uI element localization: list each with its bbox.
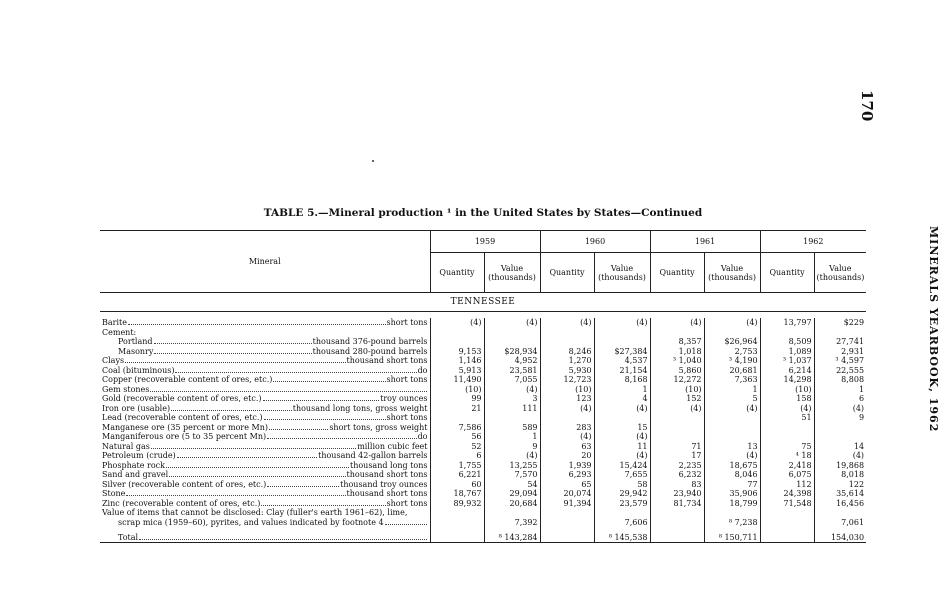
value-cell xyxy=(484,328,540,338)
quantity-cell: (4) xyxy=(650,404,704,414)
total-cell xyxy=(760,527,814,543)
unit-label: thousand short tons xyxy=(346,470,428,480)
value-cell: 1 xyxy=(594,385,650,395)
quantity-cell: (10) xyxy=(540,385,594,395)
quantity-cell xyxy=(540,328,594,338)
quantity-cell: 1,270 xyxy=(540,356,594,366)
quantity-cell: 12,272 xyxy=(650,375,704,385)
value-cell xyxy=(594,413,650,423)
value-cell: 7,606 xyxy=(594,518,650,528)
quantity-cell: (10) xyxy=(650,385,704,395)
mineral-name: Portland thousand 376-pound barrels xyxy=(118,337,428,347)
value-cell: 35,906 xyxy=(704,489,760,499)
quantity-cell: 51 xyxy=(760,413,814,423)
quantity-cell: 1,939 xyxy=(540,461,594,471)
value-header: Value (thousands) xyxy=(704,253,760,293)
quantity-cell: (4) xyxy=(650,318,704,328)
mineral-name: Stone thousand short tons xyxy=(102,489,428,499)
unit-label: thousand long tons, gross weight xyxy=(292,403,428,413)
quantity-cell: 81,734 xyxy=(650,499,704,509)
value-cell: 22,555 xyxy=(814,366,866,376)
value-cell: 54 xyxy=(484,480,540,490)
value-cell: 4 xyxy=(594,394,650,404)
quantity-cell xyxy=(760,432,814,442)
quantity-cell: 21 xyxy=(430,404,484,414)
quantity-cell xyxy=(430,508,484,518)
quantity-header: Quantity xyxy=(650,253,704,293)
table-row xyxy=(100,489,866,499)
table-row xyxy=(100,404,866,414)
mineral-name: Zinc (recoverable content of ores, etc.) short tons xyxy=(102,498,428,508)
unit-label: thousand short tons xyxy=(346,356,428,366)
value-cell: 111 xyxy=(484,404,540,414)
value-cell: 8,168 xyxy=(594,375,650,385)
value-cell: 7,655 xyxy=(594,470,650,480)
quantity-cell: 71 xyxy=(650,442,704,452)
total-cell xyxy=(650,527,704,543)
mineral-name: Copper (recoverable content of ores, etc.) short tons xyxy=(102,375,428,385)
quantity-cell: 9,153 xyxy=(430,347,484,357)
table-row xyxy=(100,318,866,328)
quantity-cell xyxy=(540,518,594,528)
quantity-cell: 99 xyxy=(430,394,484,404)
table-row xyxy=(100,451,866,461)
quantity-cell: 1,018 xyxy=(650,347,704,357)
table-row xyxy=(100,385,866,395)
value-cell: 7,392 xyxy=(484,518,540,528)
value-cell xyxy=(594,337,650,347)
value-cell: 2,931 xyxy=(814,347,866,357)
value-cell: (4) xyxy=(594,451,650,461)
mineral-name: Petroleum (crude) thousand 42-gallon barrels xyxy=(102,451,428,461)
quantity-cell: 112 xyxy=(760,480,814,490)
quantity-cell: 283 xyxy=(540,423,594,433)
value-cell: 1 xyxy=(814,385,866,395)
mineral-name: Masonry thousand 280-pound barrels xyxy=(118,346,428,356)
mineral-name: Gold (recoverable content of ores, etc.) troy ounces xyxy=(102,394,428,404)
mineral-name: Iron ore (usable) thousand long tons, gross weight xyxy=(102,403,428,413)
value-cell: 589 xyxy=(484,423,540,433)
mineral-name: Sand and gravel thousand short tons xyxy=(102,470,428,480)
quantity-cell: (10) xyxy=(430,385,484,395)
quantity-cell: (4) xyxy=(540,432,594,442)
quantity-cell xyxy=(650,508,704,518)
value-cell: (4) xyxy=(814,404,866,414)
value-cell: 7,061 xyxy=(814,518,866,528)
unit-label: short tons xyxy=(386,498,428,508)
quantity-cell: 91,394 xyxy=(540,499,594,509)
quantity-cell: 6 xyxy=(430,451,484,461)
value-cell: ³ 4,190 xyxy=(704,356,760,366)
quantity-cell: 5,930 xyxy=(540,366,594,376)
table-row xyxy=(100,337,866,347)
total-label: Total xyxy=(100,527,430,543)
quantity-header: Quantity xyxy=(760,253,814,293)
value-cell: (4) xyxy=(484,451,540,461)
total-cell: ⁸ 143,284 xyxy=(484,527,540,543)
value-cell: 4,537 xyxy=(594,356,650,366)
value-cell: $229 xyxy=(814,318,866,328)
value-cell: 9 xyxy=(814,413,866,423)
quantity-cell: 1,089 xyxy=(760,347,814,357)
unit-label: thousand long tons xyxy=(349,460,428,470)
quantity-cell: 6,232 xyxy=(650,470,704,480)
quantity-cell xyxy=(430,413,484,423)
value-cell xyxy=(484,508,540,518)
value-cell: 7,363 xyxy=(704,375,760,385)
quantity-cell: 56 xyxy=(430,432,484,442)
unit-label: thousand 280-pound barrels xyxy=(312,346,428,356)
quantity-cell: 18,767 xyxy=(430,489,484,499)
quantity-cell: 23,940 xyxy=(650,489,704,499)
quantity-cell: 13,797 xyxy=(760,318,814,328)
quantity-cell: 8,246 xyxy=(540,347,594,357)
value-cell xyxy=(704,508,760,518)
value-header: Value (thousands) xyxy=(594,253,650,293)
quantity-cell: 75 xyxy=(760,442,814,452)
value-cell: (4) xyxy=(704,404,760,414)
value-cell: 77 xyxy=(704,480,760,490)
table-row xyxy=(100,366,866,376)
total-cell xyxy=(430,527,484,543)
mineral-name: scrap mica (1959–60), pyrites, and values indicated by footnote 4 xyxy=(100,518,430,528)
value-cell: 35,614 xyxy=(814,489,866,499)
quantity-cell: 89,932 xyxy=(430,499,484,509)
table-row xyxy=(100,423,866,433)
table-row xyxy=(100,480,866,490)
value-cell: 2,753 xyxy=(704,347,760,357)
mineral-name: Phosphate rock thousand long tons xyxy=(102,460,428,470)
value-cell: 20,681 xyxy=(704,366,760,376)
value-cell: 6 xyxy=(814,394,866,404)
value-cell: 18,799 xyxy=(704,499,760,509)
quantity-cell: 60 xyxy=(430,480,484,490)
table-row xyxy=(100,518,866,528)
mineral-name: Value of items that cannot be disclosed: Clay (fuller's earth 1961–62), lime, xyxy=(102,508,408,518)
unit-label: thousand 42-gallon barrels xyxy=(318,451,428,461)
quantity-cell xyxy=(540,508,594,518)
quantity-cell: 52 xyxy=(430,442,484,452)
value-cell: 8,018 xyxy=(814,470,866,480)
unit-label: short tons, gross weight xyxy=(329,422,428,432)
value-cell: (4) xyxy=(704,451,760,461)
value-cell: 23,581 xyxy=(484,366,540,376)
quantity-cell xyxy=(540,413,594,423)
print-speck xyxy=(372,160,374,162)
table-row xyxy=(100,508,866,518)
table-row xyxy=(100,394,866,404)
quantity-cell xyxy=(650,413,704,423)
quantity-cell: 24,398 xyxy=(760,489,814,499)
unit-label: do xyxy=(417,365,428,375)
total-cell: 154,030 xyxy=(814,527,866,543)
value-cell: ⁸ 7,238 xyxy=(704,518,760,528)
value-cell: 18,675 xyxy=(704,461,760,471)
unit-label: troy ounces xyxy=(380,394,428,404)
mineral-production-table xyxy=(100,230,866,543)
year-header: 1962 xyxy=(760,231,866,253)
value-cell: 3 xyxy=(484,394,540,404)
quantity-cell xyxy=(650,432,704,442)
value-header: Value (thousands) xyxy=(484,253,540,293)
mineral-name: Coal (bituminous) do xyxy=(102,365,428,375)
value-cell: 13,255 xyxy=(484,461,540,471)
mineral-name: Lead (recoverable content of ores, etc.) short tons xyxy=(102,413,428,423)
mineral-name: Manganiferous ore (5 to 35 percent Mn) do xyxy=(102,432,428,442)
year-header: 1959 xyxy=(430,231,540,253)
value-cell: 16,456 xyxy=(814,499,866,509)
value-cell: (4) xyxy=(594,318,650,328)
value-header: Value (thousands) xyxy=(814,253,866,293)
value-cell: 19,868 xyxy=(814,461,866,471)
value-cell: 13 xyxy=(704,442,760,452)
year-header: 1961 xyxy=(650,231,760,253)
unit-label: million cubic feet xyxy=(357,441,428,451)
value-cell xyxy=(814,423,866,433)
mineral-name: Cement: xyxy=(102,327,137,337)
table-row xyxy=(100,442,866,452)
quantity-cell: 152 xyxy=(650,394,704,404)
quantity-cell: 158 xyxy=(760,394,814,404)
value-cell: (4) xyxy=(594,404,650,414)
value-cell: 14 xyxy=(814,442,866,452)
quantity-cell: (4) xyxy=(540,404,594,414)
quantity-cell: 8,357 xyxy=(650,337,704,347)
value-cell xyxy=(704,423,760,433)
table-title: TABLE 5.—Mineral production ¹ in the United States by States—Continued xyxy=(263,207,703,219)
value-cell xyxy=(484,413,540,423)
mineral-name: Silver (recoverable content of ores, etc.) thousand troy ounces xyxy=(102,479,428,489)
quantity-cell xyxy=(650,423,704,433)
table-row xyxy=(100,375,866,385)
quantity-cell: 6,293 xyxy=(540,470,594,480)
value-cell: $27,384 xyxy=(594,347,650,357)
running-head: MINERALS YEARBOOK, 1962 xyxy=(927,226,940,433)
value-cell: 21,154 xyxy=(594,366,650,376)
value-cell: 58 xyxy=(594,480,650,490)
value-cell: 5 xyxy=(704,394,760,404)
value-cell: 8,046 xyxy=(704,470,760,480)
quantity-cell: 5,913 xyxy=(430,366,484,376)
value-cell xyxy=(484,337,540,347)
mineral-name: Natural gas million cubic feet xyxy=(102,441,428,451)
quantity-cell: 6,075 xyxy=(760,470,814,480)
quantity-cell: 83 xyxy=(650,480,704,490)
unit-label: short tons xyxy=(386,413,428,423)
value-cell: 23,579 xyxy=(594,499,650,509)
quantity-cell: 71,548 xyxy=(760,499,814,509)
value-cell: 15,424 xyxy=(594,461,650,471)
quantity-cell xyxy=(430,337,484,347)
value-cell xyxy=(814,432,866,442)
quantity-cell: 123 xyxy=(540,394,594,404)
quantity-cell: 6,221 xyxy=(430,470,484,480)
table-row xyxy=(100,470,866,480)
total-cell xyxy=(540,527,594,543)
value-cell: 29,942 xyxy=(594,489,650,499)
quantity-cell: (4) xyxy=(540,318,594,328)
quantity-cell: 7,586 xyxy=(430,423,484,433)
value-cell xyxy=(594,328,650,338)
mineral-name: Clays thousand short tons xyxy=(102,356,428,366)
value-cell: ³ 4,597 xyxy=(814,356,866,366)
total-cell: ⁸ 150,711 xyxy=(704,527,760,543)
quantity-cell xyxy=(650,518,704,528)
value-cell: (4) xyxy=(484,318,540,328)
unit-label: do xyxy=(417,432,428,442)
quantity-cell: 11,490 xyxy=(430,375,484,385)
value-cell: $26,964 xyxy=(704,337,760,347)
table-row xyxy=(100,347,866,357)
quantity-cell xyxy=(760,423,814,433)
quantity-cell: (10) xyxy=(760,385,814,395)
table-row xyxy=(100,432,866,442)
quantity-cell: ³ 1,040 xyxy=(650,356,704,366)
unit-label: short tons xyxy=(386,375,428,385)
value-cell: 11 xyxy=(594,442,650,452)
mineral-name: Manganese ore (35 percent or more Mn) short tons, gross weight xyxy=(102,422,428,432)
quantity-cell xyxy=(760,508,814,518)
table-row xyxy=(100,356,866,366)
quantity-header: Quantity xyxy=(430,253,484,293)
total-row xyxy=(100,527,866,543)
total-cell: ⁸ 145,538 xyxy=(594,527,650,543)
unit-label: short tons xyxy=(386,318,428,328)
table-row xyxy=(100,413,866,423)
quantity-cell: 2,235 xyxy=(650,461,704,471)
quantity-cell: 65 xyxy=(540,480,594,490)
mineral-name: Gem stones xyxy=(100,385,430,395)
value-cell xyxy=(814,508,866,518)
value-cell xyxy=(704,413,760,423)
value-cell: 27,741 xyxy=(814,337,866,347)
year-header: 1960 xyxy=(540,231,650,253)
table-row xyxy=(100,499,866,509)
value-cell: 1 xyxy=(484,432,540,442)
value-cell: 20,684 xyxy=(484,499,540,509)
value-cell: (4) xyxy=(704,318,760,328)
quantity-cell: 20,074 xyxy=(540,489,594,499)
quantity-cell xyxy=(650,328,704,338)
value-cell: 29,094 xyxy=(484,489,540,499)
quantity-cell xyxy=(430,328,484,338)
quantity-cell: (4) xyxy=(760,404,814,414)
quantity-cell: 1,146 xyxy=(430,356,484,366)
value-cell xyxy=(814,328,866,338)
value-cell xyxy=(704,432,760,442)
quantity-cell: 6,214 xyxy=(760,366,814,376)
mineral-name: Barite short tons xyxy=(102,318,428,328)
value-cell: 8,808 xyxy=(814,375,866,385)
value-cell: (4) xyxy=(814,451,866,461)
quantity-cell xyxy=(430,518,484,528)
quantity-cell: ³ 1,037 xyxy=(760,356,814,366)
quantity-cell: 12,723 xyxy=(540,375,594,385)
quantity-cell: 1,755 xyxy=(430,461,484,471)
value-cell: 7,055 xyxy=(484,375,540,385)
value-cell: (4) xyxy=(484,385,540,395)
value-cell: (4) xyxy=(594,432,650,442)
page-number: 170 xyxy=(858,90,876,122)
quantity-cell: 14,298 xyxy=(760,375,814,385)
quantity-cell: 17 xyxy=(650,451,704,461)
state-section-heading: TENNESSEE xyxy=(100,293,866,312)
quantity-cell: (4) xyxy=(430,318,484,328)
table-row xyxy=(100,461,866,471)
quantity-cell xyxy=(540,337,594,347)
value-cell: 9 xyxy=(484,442,540,452)
quantity-cell xyxy=(760,328,814,338)
value-cell: 7,570 xyxy=(484,470,540,480)
quantity-cell: 20 xyxy=(540,451,594,461)
quantity-cell: 5,860 xyxy=(650,366,704,376)
mineral-header: Mineral xyxy=(100,231,430,293)
value-cell xyxy=(594,508,650,518)
unit-label: thousand troy ounces xyxy=(340,479,428,489)
value-cell: 4,952 xyxy=(484,356,540,366)
quantity-cell: ⁴ 18 xyxy=(760,451,814,461)
value-cell: 122 xyxy=(814,480,866,490)
quantity-cell: 63 xyxy=(540,442,594,452)
value-cell xyxy=(704,328,760,338)
unit-label: thousand 376-pound barrels xyxy=(312,337,428,347)
value-cell: $28,934 xyxy=(484,347,540,357)
quantity-cell: 2,418 xyxy=(760,461,814,471)
table-row xyxy=(100,328,866,338)
value-cell: 1 xyxy=(704,385,760,395)
quantity-cell: 8,509 xyxy=(760,337,814,347)
unit-label: thousand short tons xyxy=(346,489,428,499)
quantity-header: Quantity xyxy=(540,253,594,293)
quantity-cell xyxy=(760,518,814,528)
value-cell: 15 xyxy=(594,423,650,433)
